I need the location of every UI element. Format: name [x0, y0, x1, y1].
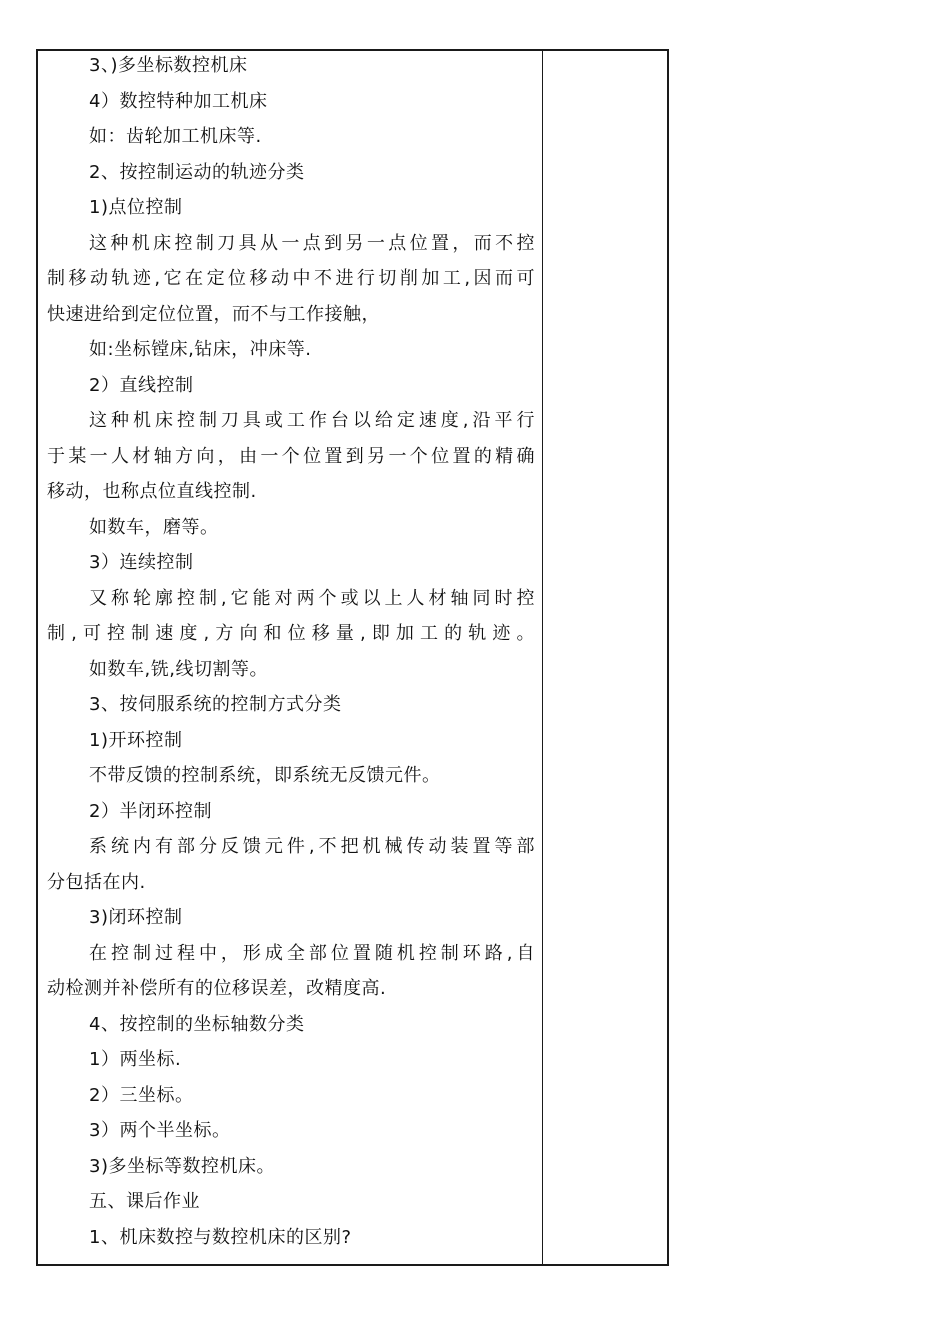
text-line: 2、按控制运动的轨迹分类	[89, 161, 305, 183]
text-line: 3)闭环控制	[89, 907, 183, 928]
text-line: 如：齿轮加工机床等.	[89, 126, 262, 147]
text-line: 2）直线控制	[89, 374, 194, 396]
text-line: 3）连续控制	[89, 552, 194, 573]
text-line: 1)点位控制	[89, 197, 183, 218]
text-line: 五、课后作业	[89, 1191, 200, 1212]
text-line: 如:坐标镗床,钻床，冲床等.	[89, 339, 312, 360]
column-divider	[542, 51, 543, 1264]
text-line: 不带反馈的控制系统，即系统无反馈元件。	[89, 765, 441, 786]
text-line: 如数车,铣,线切割等。	[89, 658, 268, 680]
text-line: 3、)多坐标数控机床	[89, 55, 248, 76]
text-line: 3）两个半坐标。	[89, 1120, 231, 1141]
text-line: 3、按伺服系统的控制方式分类	[89, 694, 342, 715]
text-line: 在控制过程中，形成全部位置随机控制环路,自	[89, 942, 535, 964]
text-line: 系统内有部分反馈元件,不把机械传动装置等部	[89, 836, 535, 857]
text-line: 3)多坐标等数控机床。	[89, 1155, 275, 1177]
text-line: 1、机床数控与数控机床的区别?	[89, 1226, 352, 1248]
text-line: 这种机床控制刀具或工作台以给定速度,沿平行	[89, 410, 535, 431]
text-line: 又称轮廓控制,它能对两个或以上人材轴同时控	[89, 587, 535, 609]
text-line: 制移动轨迹,它在定位移动中不进行切削加工,因而可	[47, 268, 535, 289]
text-line: 移动，也称点位直线控制.	[47, 481, 257, 502]
text-line: 这种机床控制刀具从一点到另一点位置，而不控	[89, 232, 535, 254]
text-line: 1)开环控制	[89, 729, 183, 751]
text-line: 2）三坐标。	[89, 1084, 194, 1106]
text-line: 1）两坐标.	[89, 1049, 182, 1070]
text-line: 于某一人材轴方向，由一个位置到另一个位置的精确	[47, 445, 535, 467]
side-notes-cell	[544, 51, 667, 1264]
text-line: 分包括在内.	[47, 871, 146, 893]
text-line: 动检测并补偿所有的位移误差，改精度高.	[47, 978, 387, 999]
text-line: 4、按控制的坐标轴数分类	[89, 1013, 305, 1035]
text-line: 4）数控特种加工机床	[89, 90, 268, 112]
text-line: 如数车，磨等。	[89, 516, 219, 538]
text-line: 2）半闭环控制	[89, 800, 212, 822]
text-line: 制,可控制速度,方向和位移量,即加工的轨迹。	[47, 623, 535, 644]
content-table	[36, 49, 669, 1266]
text-line: 快速进给到定位位置，而不与工作接触，	[47, 303, 380, 325]
